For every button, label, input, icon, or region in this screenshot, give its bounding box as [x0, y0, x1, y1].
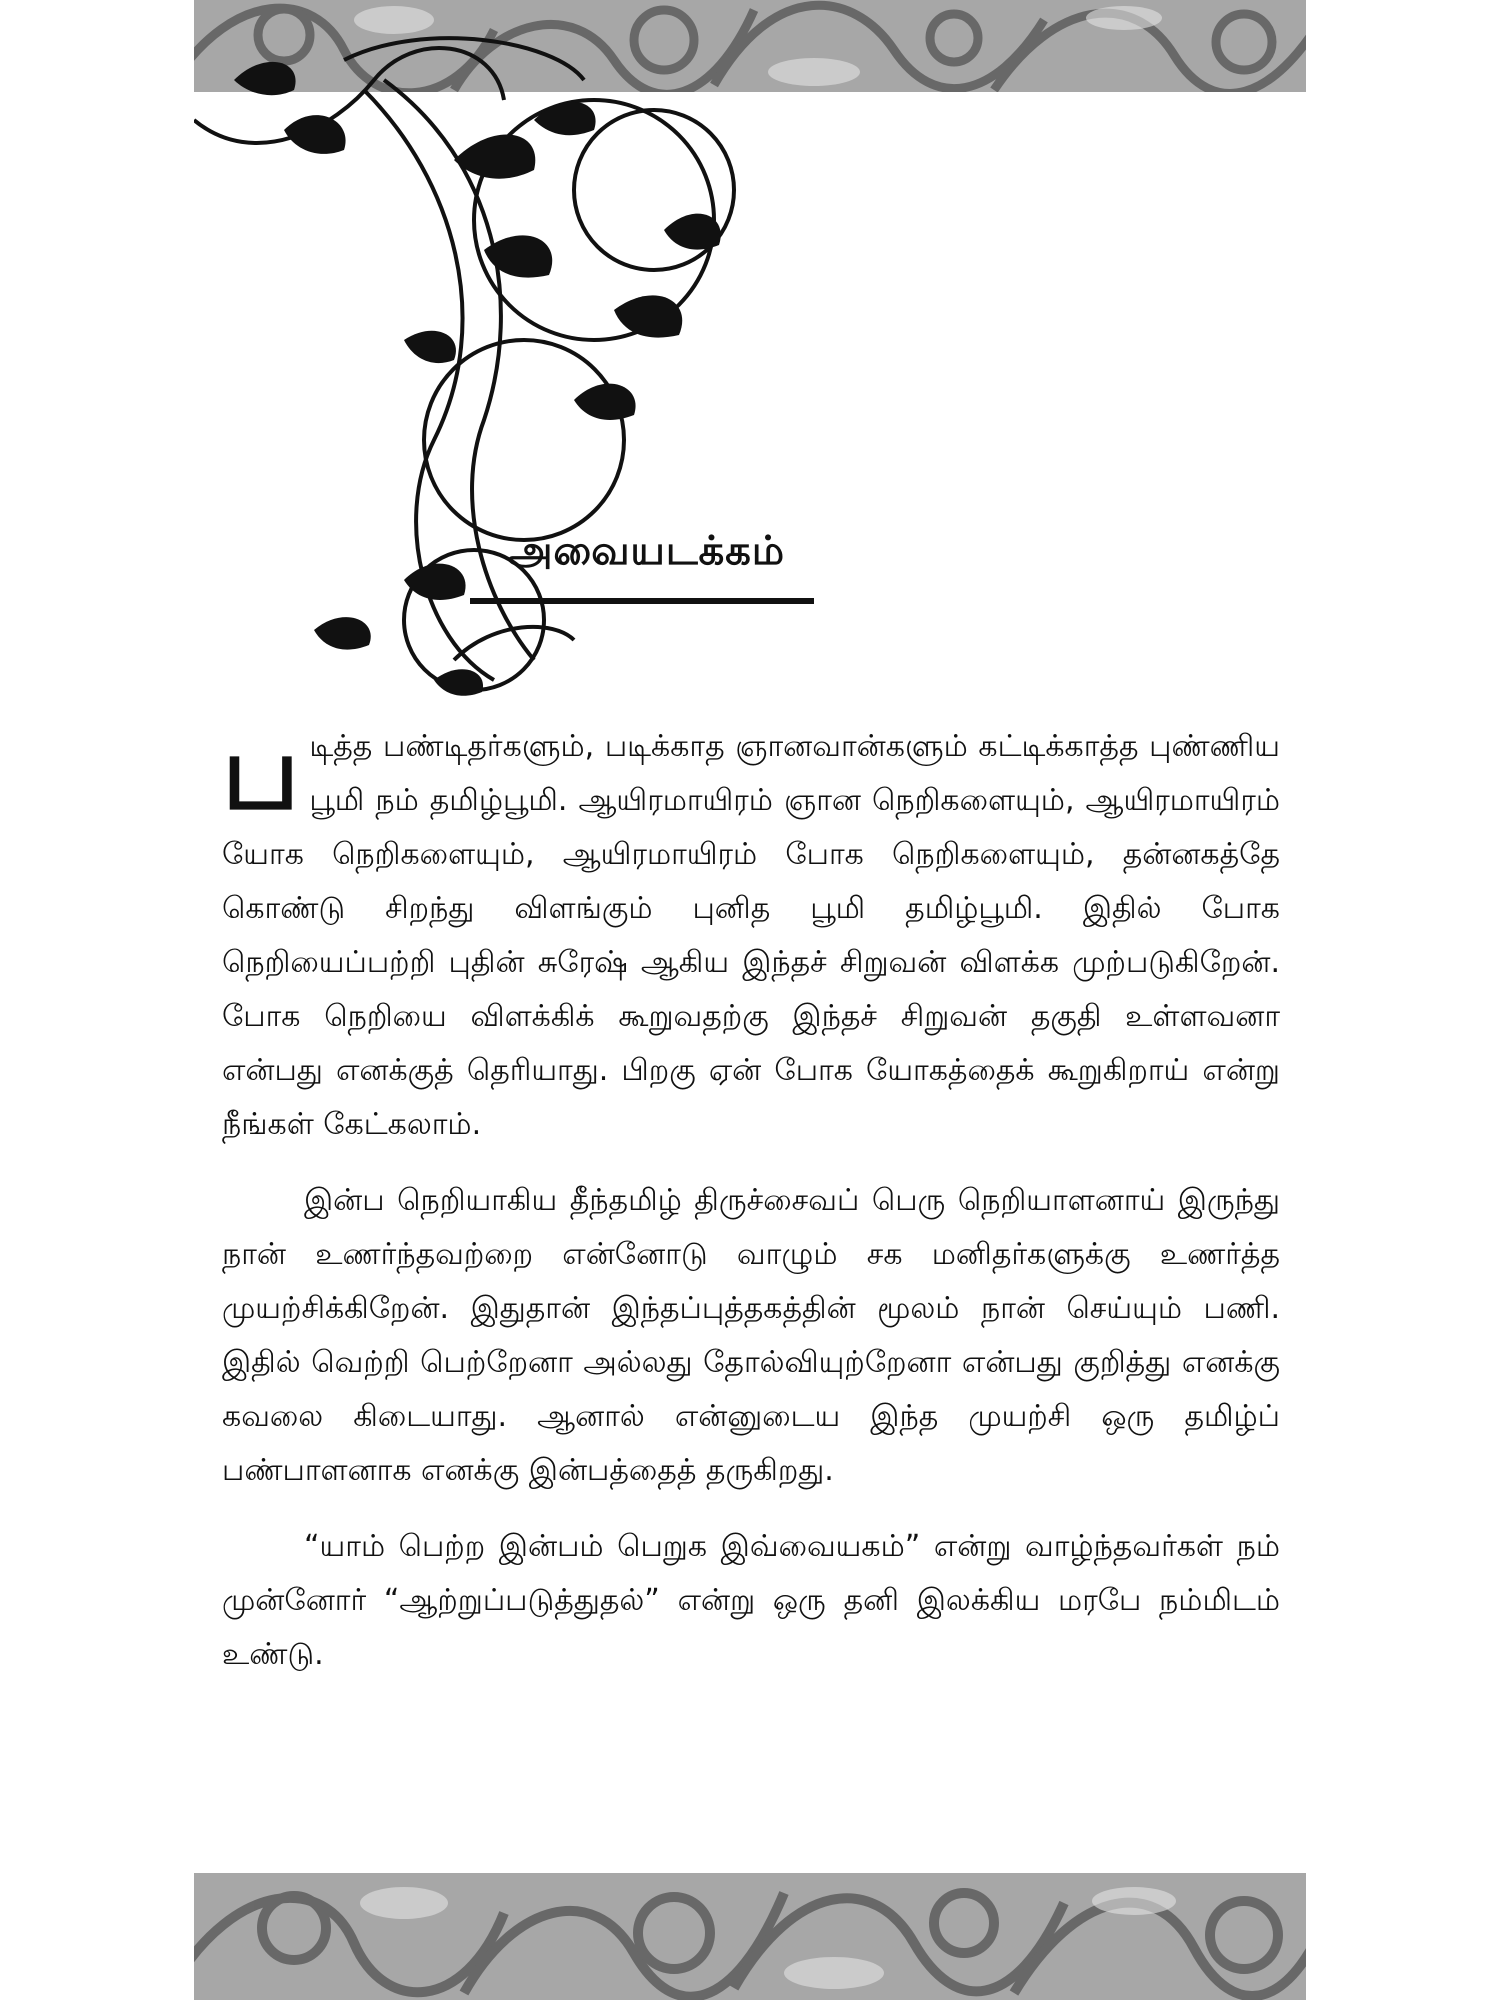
paragraph-3: “யாம் பெற்ற இன்பம் பெறுக இவ்வையகம்” என்று வாழ்ந்தவர்கள் நம் முன்னோர் “ஆற்றுப்படுத்துதல்” என்று ஒரு தனி இலக்கிய மரபே நம்மிடம் உண்டு.: [222, 1529, 1280, 1672]
book-page: [194, 0, 1306, 2000]
page-title: அவையடக்கம்: [507, 528, 786, 574]
article-body: [222, 711, 1280, 1704]
drop-cap: ப: [222, 711, 300, 833]
title-underline: [470, 598, 814, 604]
paragraph-1-text: டித்த பண்டிதர்களும், படிக்காத ஞானவான்களும் கட்டிக்காத்த புண்ணிய பூமி நம் தமிழ்பூமி. ஆயிரமாயிரம் ஞான நெறிகளையும், ஆயிரமாயிரம் யோக நெறிகளையும், ஆயிரமாயிரம் போக நெறிகளையும், தன்னகத்தே கொண்டு சிறந்து விளங்கும் புனித பூமி தமிழ்பூமி. இதில் போக நெறியைப்பற்றி புதின் சுரேஷ் ஆகிய இந்தச் சிறுவன் விளக்க முற்படுகிறேன். போக நெறியை விளக்கிக் கூறுவதற்கு இந்தச் சிறுவன் தகுதி உள்ளவனா என்பது எனக்குத் தெரியாது. பிறகு ஏன் போக யோகத்தைக் கூறுகிறாய் என்று நீங்கள் கேட்கலாம்.: [222, 729, 1280, 1142]
leafy-vine-ornament-icon: [194, 20, 854, 720]
bottom-decorative-band: [194, 1873, 1306, 2000]
paragraph-1: [222, 711, 1280, 1152]
paragraph-2: இன்ப நெறியாகிய தீந்தமிழ் திருச்சைவப் பெரு நெறியாளனாய் இருந்து நான் உணர்ந்தவற்றை என்னோடு வாழும் சக மனிதர்களுக்கு உணர்த்த முயற்சிக்கிறேன். இதுதான் இந்தப்புத்தகத்தின் மூலம் நான் செய்யும் பணி. இதில் வெற்றி பெற்றேனா அல்லது தோல்வியுற்றேனா என்பது குறித்து எனக்கு கவலை கிடையாது. ஆனால் என்னுடைய இந்த முயற்சி ஒரு தமிழ்ப் பண்பாளனாக எனக்கு இன்பத்தைத் தருகிறது.: [222, 1183, 1280, 1488]
swirl-band-pattern-bottom-icon: [194, 1873, 1306, 2000]
